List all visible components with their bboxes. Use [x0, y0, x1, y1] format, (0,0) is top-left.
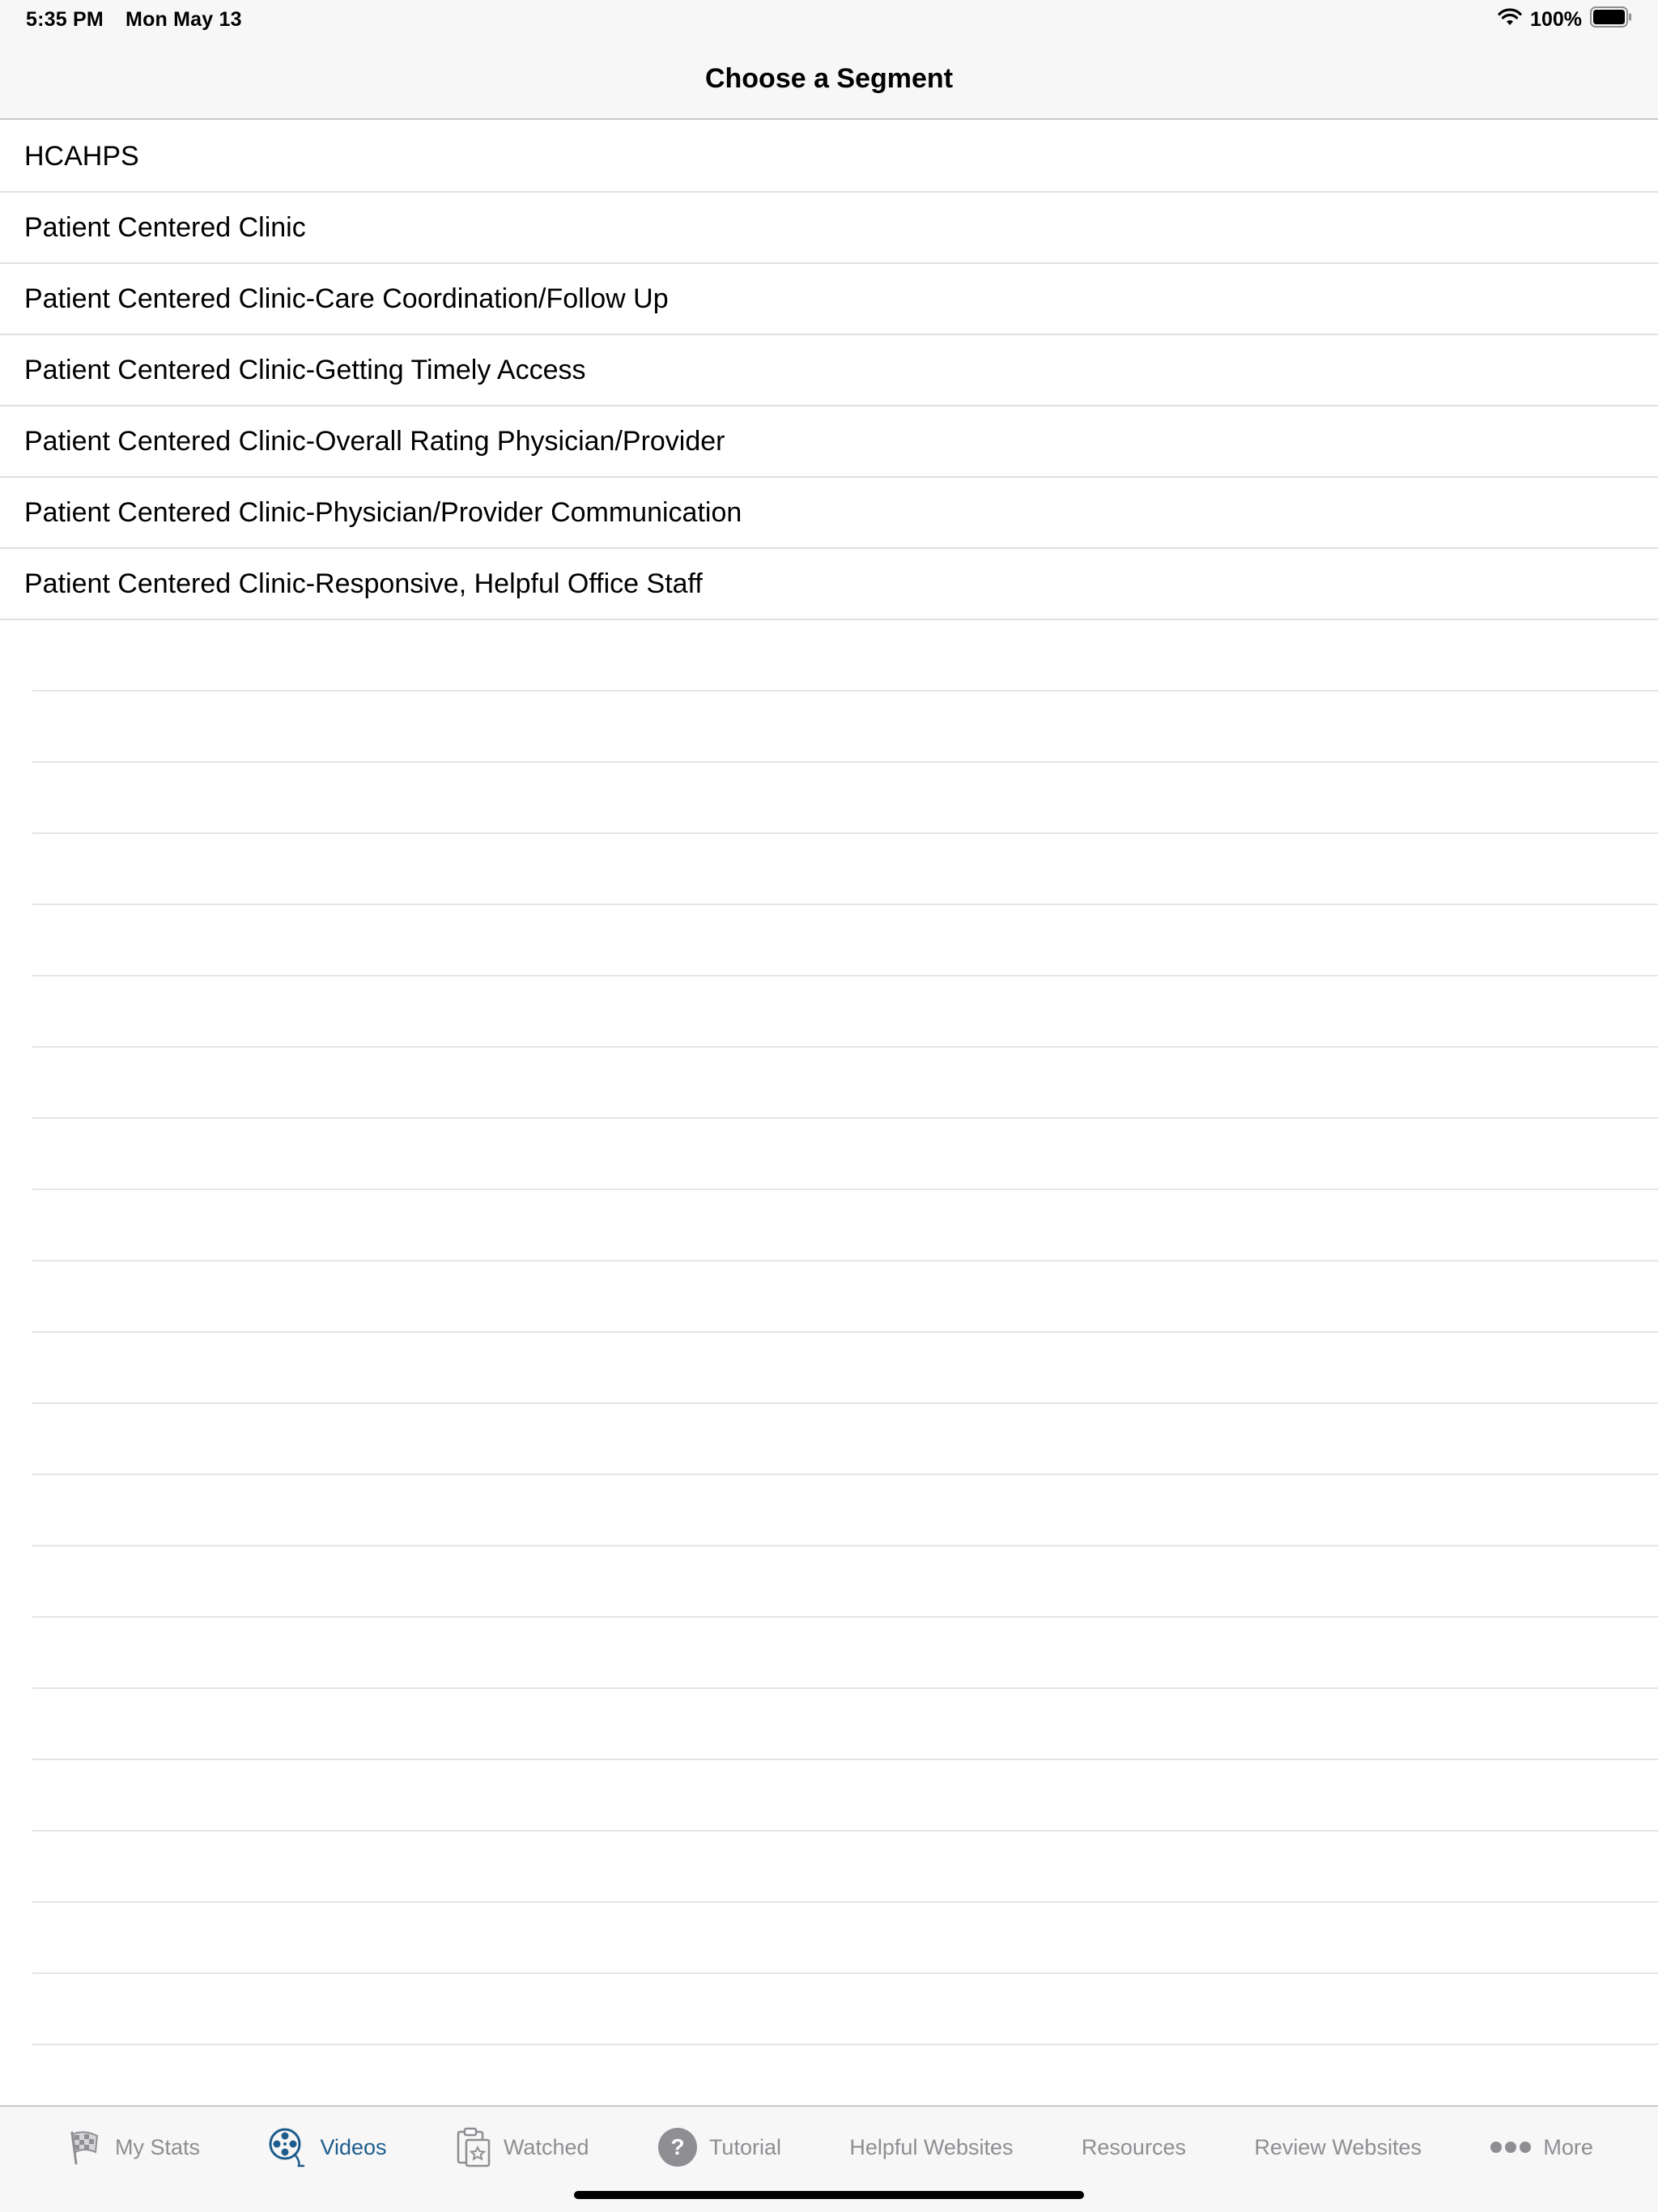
list-item-label: Patient Centered Clinic-Physician/Provider Communication: [24, 496, 742, 528]
tab-label: Tutorial: [708, 2134, 781, 2159]
tab-more[interactable]: [1490, 2135, 1593, 2160]
tab-review-websites[interactable]: [1254, 2135, 1422, 2160]
list-item-segment[interactable]: [0, 478, 1658, 549]
checkered-flag-icon: [65, 2128, 104, 2167]
tab-resources[interactable]: [1082, 2135, 1186, 2160]
home-indicator[interactable]: [574, 2191, 1084, 2199]
list-item-label: Patient Centered Clinic-Care Coordination/Follow Up: [24, 283, 669, 314]
empty-row: [32, 1689, 1658, 1760]
tab-label: Helpful Websites: [849, 2134, 1014, 2159]
navigation-bar: [0, 39, 1658, 120]
empty-row: [32, 1333, 1658, 1404]
empty-row: [32, 976, 1658, 1048]
list-item-label: Patient Centered Clinic-Responsive, Helpful Office Staff: [24, 568, 703, 599]
list-item-label: Patient Centered Clinic: [24, 211, 306, 243]
empty-row: [32, 691, 1658, 763]
more-dots-icon: [1490, 2139, 1532, 2155]
wifi-icon: [1498, 7, 1522, 32]
page-title: Choose a Segment: [704, 62, 954, 94]
battery-percent: 100%: [1530, 7, 1582, 31]
list-item-label: HCAHPS: [24, 140, 139, 172]
empty-row: [32, 1404, 1658, 1475]
film-reel-icon: [268, 2127, 308, 2167]
status-date: Mon May 13: [125, 8, 242, 31]
list-item-label: Patient Centered Clinic-Getting Timely Access: [24, 354, 586, 385]
empty-row: [32, 763, 1658, 834]
empty-row: [32, 1190, 1658, 1261]
list-item-segment[interactable]: [0, 121, 1658, 193]
tab-videos[interactable]: [268, 2127, 386, 2167]
empty-row: [32, 1760, 1658, 1831]
list-item-segment[interactable]: [0, 549, 1658, 620]
tab-label: Videos: [320, 2134, 387, 2159]
svg-text:?: ?: [670, 2134, 685, 2159]
tab-label: Review Websites: [1254, 2134, 1422, 2159]
empty-row: [32, 1903, 1658, 1974]
empty-row: [32, 1974, 1658, 2045]
empty-row: [32, 620, 1658, 691]
status-bar: [0, 0, 1658, 39]
status-time: 5:35 PM: [26, 8, 104, 31]
tab-watched[interactable]: [455, 2127, 589, 2167]
segment-list: [0, 121, 1658, 2045]
list-item-segment[interactable]: [0, 335, 1658, 406]
tab-my-stats[interactable]: [65, 2128, 200, 2167]
battery-icon: [1590, 6, 1632, 33]
clipboard-star-icon: [455, 2127, 492, 2167]
empty-row: [32, 1831, 1658, 1903]
list-item-segment[interactable]: [0, 193, 1658, 264]
empty-row: [32, 1261, 1658, 1333]
empty-row: [32, 905, 1658, 976]
empty-row: [32, 1546, 1658, 1618]
status-right: [1498, 6, 1632, 32]
list-item-label: Patient Centered Clinic-Overall Rating Physician/Provider: [24, 425, 725, 457]
tab-helpful-websites[interactable]: [849, 2135, 1013, 2160]
tab-tutorial[interactable]: [657, 2127, 781, 2167]
status-left: [26, 8, 242, 32]
list-item-segment[interactable]: [0, 406, 1658, 478]
empty-row: [32, 1618, 1658, 1689]
empty-row: [32, 1119, 1658, 1190]
tab-items: [0, 2107, 1658, 2188]
list-item-segment[interactable]: [0, 264, 1658, 335]
tab-label: Watched: [503, 2134, 589, 2159]
question-circle-icon: [657, 2127, 698, 2167]
tab-label: Resources: [1081, 2134, 1186, 2159]
tab-label: My Stats: [115, 2134, 201, 2159]
empty-row: [32, 1048, 1658, 1119]
empty-row: [32, 834, 1658, 905]
tab-label: More: [1543, 2134, 1593, 2159]
empty-row: [32, 1475, 1658, 1546]
